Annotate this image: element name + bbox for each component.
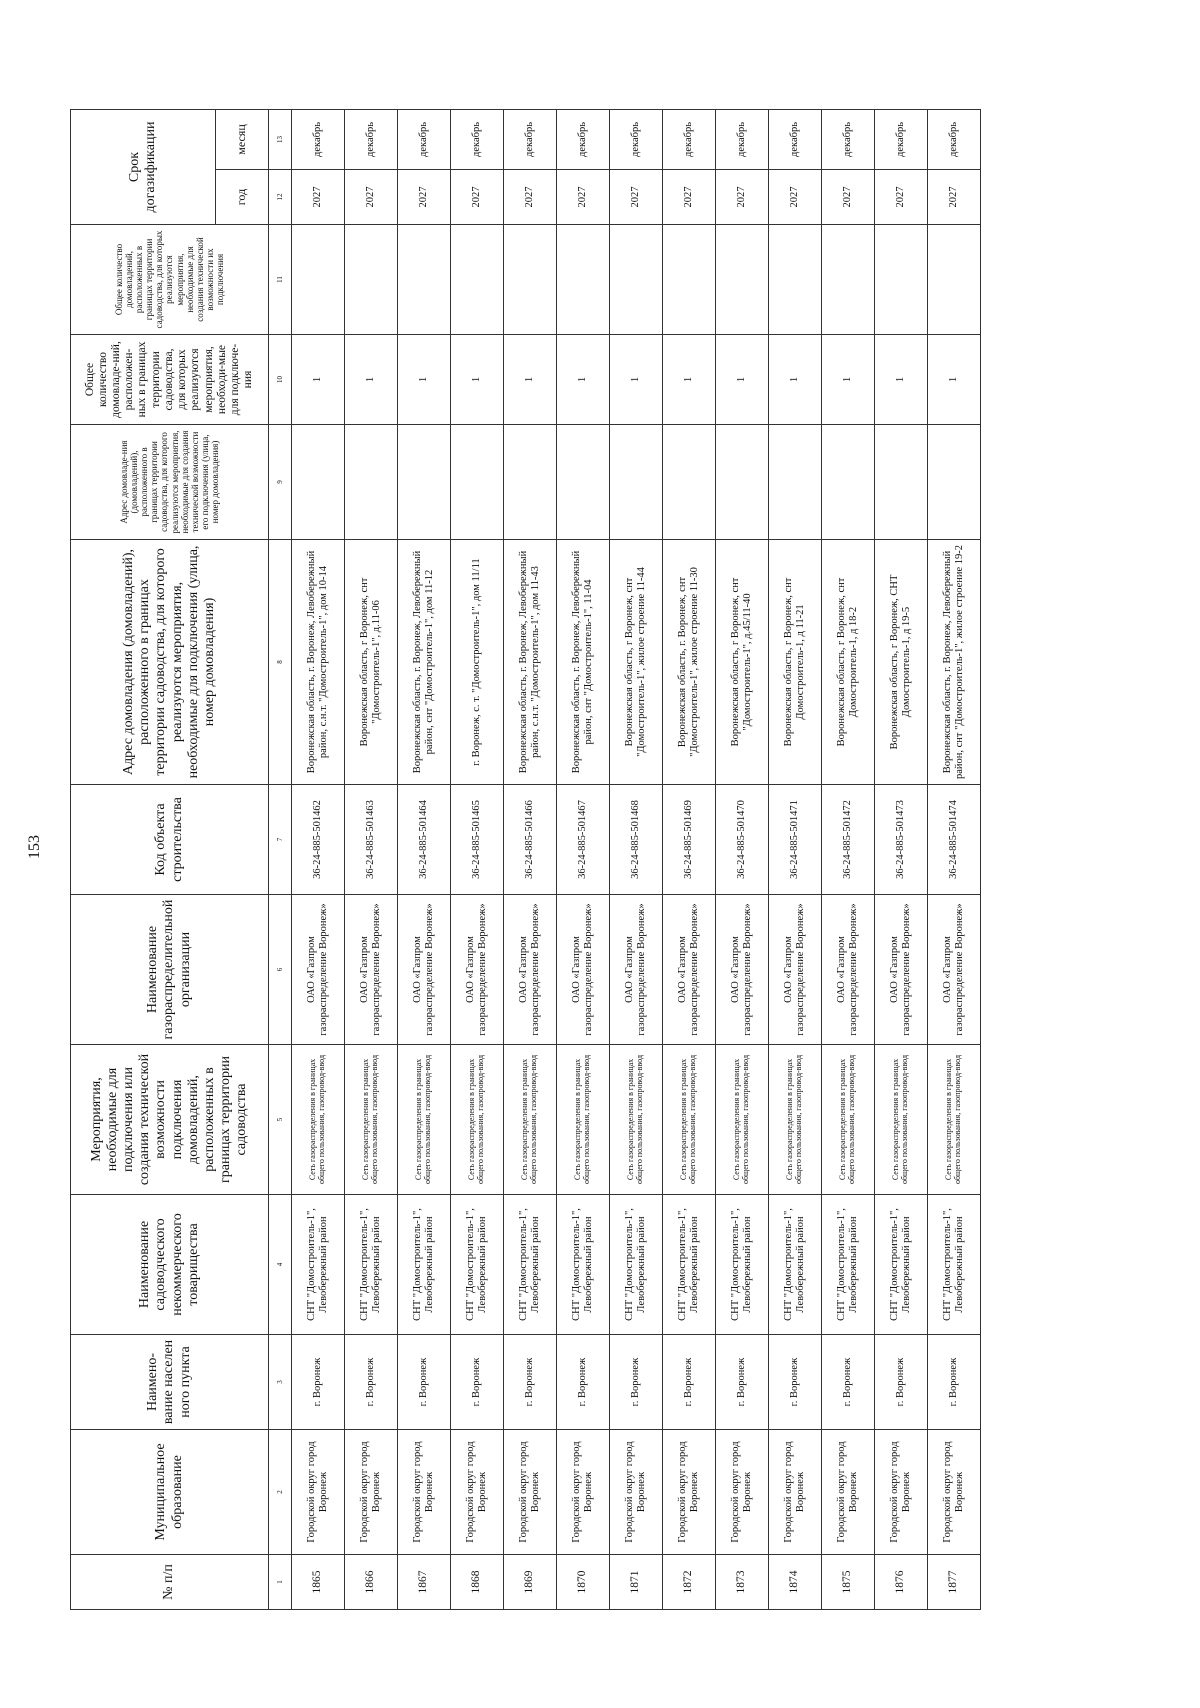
event-cell: Сеть газораспределения в границах общего пользования, газопровод-ввод <box>716 1045 769 1195</box>
gas-org-cell: ОАО «Газпром газораспределение Воронеж» <box>504 895 557 1045</box>
snt-cell: СНТ "Домостроитель-1", Левобережный район <box>451 1195 504 1335</box>
address-tech-cell <box>345 425 398 540</box>
count-cell: 1 <box>451 335 504 425</box>
snt-cell: СНТ "Домостроитель-1", Левобережный район <box>716 1195 769 1335</box>
year-cell: 2027 <box>398 170 451 225</box>
header-row <box>71 110 216 1610</box>
event-cell: Сеть газораспределения в границах общего пользования, газопровод-ввод <box>822 1045 875 1195</box>
count-cell: 1 <box>504 335 557 425</box>
row-number: 1867 <box>398 1555 451 1610</box>
address-tech-cell <box>398 425 451 540</box>
col-number: 12 <box>269 170 292 225</box>
count-cell: 1 <box>610 335 663 425</box>
municipality-cell: Городской округ город Воронеж <box>557 1430 610 1555</box>
year-cell: 2027 <box>292 170 345 225</box>
address-tech-cell <box>451 425 504 540</box>
settlement-cell: г. Воронеж <box>822 1335 875 1430</box>
gas-org-cell: ОАО «Газпром газораспределение Воронеж» <box>610 895 663 1045</box>
snt-cell: СНТ "Домостроитель-1", Левобережный район <box>663 1195 716 1335</box>
row-number: 1874 <box>769 1555 822 1610</box>
header-count: Общее количество домовладе-ний, расположен-ных в границах территории садоводства, для которых реализуются мероприятия, необходи-мые для подключе-ния <box>71 335 269 425</box>
count-cell: 1 <box>875 335 928 425</box>
gas-org-cell: ОАО «Газпром газораспределение Воронеж» <box>716 895 769 1045</box>
table-row <box>398 110 451 1610</box>
month-cell: декабрь <box>292 110 345 170</box>
count-cell: 1 <box>822 335 875 425</box>
count-cell: 1 <box>398 335 451 425</box>
event-cell: Сеть газораспределения в границах общего пользования, газопровод-ввод <box>875 1045 928 1195</box>
object-code-cell: 36-24-885-501467 <box>557 785 610 895</box>
count-tech-cell <box>663 225 716 335</box>
municipality-cell: Городской округ город Воронеж <box>610 1430 663 1555</box>
settlement-cell: г. Воронеж <box>610 1335 663 1430</box>
event-cell: Сеть газораспределения в границах общего пользования, газопровод-ввод <box>928 1045 981 1195</box>
count-cell: 1 <box>345 335 398 425</box>
settlement-cell: г. Воронеж <box>928 1335 981 1430</box>
gasification-table <box>70 109 981 1610</box>
header-municipality: Муниципальное образование <box>71 1430 269 1555</box>
address-cell: Воронежская область, г. Воронеж, Левобережный район, снт "Домостроитель-1", жилое строение 19-2 <box>928 540 981 785</box>
count-tech-cell <box>875 225 928 335</box>
col-number: 1 <box>269 1555 292 1610</box>
snt-cell: СНТ "Домостроитель-1", Левобережный район <box>928 1195 981 1335</box>
header-events: Мероприятия, необходимые для подключения или создания технической возможности подключения домовладений, расположенных в границах территории садоводства <box>71 1045 269 1195</box>
col-number: 8 <box>269 540 292 785</box>
municipality-cell: Городской округ город Воронеж <box>769 1430 822 1555</box>
settlement-cell: г. Воронеж <box>292 1335 345 1430</box>
month-cell: декабрь <box>822 110 875 170</box>
object-code-cell: 36-24-885-501463 <box>345 785 398 895</box>
snt-cell: СНТ "Домостроитель-1", Левобережный район <box>504 1195 557 1335</box>
year-cell: 2027 <box>875 170 928 225</box>
snt-cell: СНТ "Домостроитель-1", Левобережный район <box>610 1195 663 1335</box>
gas-org-cell: ОАО «Газпром газораспределение Воронеж» <box>769 895 822 1045</box>
row-number: 1876 <box>875 1555 928 1610</box>
table-row <box>928 110 981 1610</box>
table-row <box>875 110 928 1610</box>
month-cell: декабрь <box>663 110 716 170</box>
year-cell: 2027 <box>769 170 822 225</box>
header-address: Адрес домовладения (домовладений), расположенного в границах территории садоводства, для которого реализуются мероприятия, необходимые для подключения (улица, номер домовладения) <box>71 540 269 785</box>
gas-org-cell: ОАО «Газпром газораспределение Воронеж» <box>928 895 981 1045</box>
address-cell: Воронежская область, г Воронеж, снт Домостроитель-1, д 18-2 <box>822 540 875 785</box>
col-number: 3 <box>269 1335 292 1430</box>
gas-org-cell: ОАО «Газпром газораспределение Воронеж» <box>398 895 451 1045</box>
address-tech-cell <box>610 425 663 540</box>
address-tech-cell <box>292 425 345 540</box>
year-cell: 2027 <box>557 170 610 225</box>
object-code-cell: 36-24-885-501464 <box>398 785 451 895</box>
event-cell: Сеть газораспределения в границах общего пользования, газопровод-ввод <box>504 1045 557 1195</box>
gas-org-cell: ОАО «Газпром газораспределение Воронеж» <box>822 895 875 1045</box>
month-cell: декабрь <box>345 110 398 170</box>
address-cell: Воронежская область, г. Воронеж, Левобережный район, снт "Домостроитель-1", 11-04 <box>557 540 610 785</box>
row-number: 1865 <box>292 1555 345 1610</box>
address-cell: Воронежская область, г Воронеж, снт "Домостроитель-1", д.11-06 <box>345 540 398 785</box>
settlement-cell: г. Воронеж <box>345 1335 398 1430</box>
year-cell: 2027 <box>928 170 981 225</box>
table-row <box>716 110 769 1610</box>
month-cell: декабрь <box>451 110 504 170</box>
gas-org-cell: ОАО «Газпром газораспределение Воронеж» <box>451 895 504 1045</box>
address-cell: Воронежская область, г. Воронеж, снт "Домостроитель-1", жилое строение 11-30 <box>663 540 716 785</box>
row-number: 1869 <box>504 1555 557 1610</box>
address-tech-cell <box>875 425 928 540</box>
settlement-cell: г. Воронеж <box>663 1335 716 1430</box>
year-cell: 2027 <box>451 170 504 225</box>
page-number: 153 <box>26 835 43 859</box>
count-cell: 1 <box>663 335 716 425</box>
header-deadline: Срок догазификации <box>71 110 216 225</box>
snt-cell: СНТ "Домостроитель-1", Левобережный район <box>822 1195 875 1335</box>
col-number: 2 <box>269 1430 292 1555</box>
col-number: 5 <box>269 1045 292 1195</box>
header-month: месяц <box>216 110 269 170</box>
count-tech-cell <box>398 225 451 335</box>
table-row <box>345 110 398 1610</box>
municipality-cell: Городской округ город Воронеж <box>875 1430 928 1555</box>
header-object-code: Код объекта строительства <box>71 785 269 895</box>
header-snt: Наименование садоводческого некоммерческого товарищества <box>71 1195 269 1335</box>
address-cell: Воронежская область, г Воронеж, снт "Домостроитель-1", жилое строение 11-44 <box>610 540 663 785</box>
count-cell: 1 <box>292 335 345 425</box>
year-cell: 2027 <box>345 170 398 225</box>
count-tech-cell <box>716 225 769 335</box>
count-cell: 1 <box>928 335 981 425</box>
col-number: 6 <box>269 895 292 1045</box>
col-number: 10 <box>269 335 292 425</box>
count-tech-cell <box>345 225 398 335</box>
address-tech-cell <box>769 425 822 540</box>
header-num: № п/п <box>71 1555 269 1610</box>
year-cell: 2027 <box>663 170 716 225</box>
event-cell: Сеть газораспределения в границах общего пользования, газопровод-ввод <box>663 1045 716 1195</box>
row-number: 1877 <box>928 1555 981 1610</box>
count-tech-cell <box>451 225 504 335</box>
table-row <box>292 110 345 1610</box>
count-tech-cell <box>557 225 610 335</box>
event-cell: Сеть газораспределения в границах общего пользования, газопровод-ввод <box>345 1045 398 1195</box>
header-year: год <box>216 170 269 225</box>
col-number: 4 <box>269 1195 292 1335</box>
col-number: 13 <box>269 110 292 170</box>
settlement-cell: г. Воронеж <box>451 1335 504 1430</box>
address-cell: Воронежская область, г. Воронеж, Левобережный район, с.н.т. "Домостроитель-1", дом 10-14 <box>292 540 345 785</box>
event-cell: Сеть газораспределения в границах общего пользования, газопровод-ввод <box>398 1045 451 1195</box>
address-tech-cell <box>557 425 610 540</box>
address-tech-cell <box>822 425 875 540</box>
gas-org-cell: ОАО «Газпром газораспределение Воронеж» <box>345 895 398 1045</box>
col-number: 11 <box>269 225 292 335</box>
header-gas-org: Наименование газораспределительной организации <box>71 895 269 1045</box>
address-tech-cell <box>663 425 716 540</box>
address-cell: Воронежская область, г Воронеж, снт "Домостроитель-1", д.45/11-40 <box>716 540 769 785</box>
row-number: 1870 <box>557 1555 610 1610</box>
object-code-cell: 36-24-885-501473 <box>875 785 928 895</box>
gas-org-cell: ОАО «Газпром газораспределение Воронеж» <box>875 895 928 1045</box>
count-tech-cell <box>610 225 663 335</box>
snt-cell: СНТ "Домостроитель-1", Левобережный район <box>345 1195 398 1335</box>
count-cell: 1 <box>769 335 822 425</box>
table-row <box>822 110 875 1610</box>
year-cell: 2027 <box>504 170 557 225</box>
municipality-cell: Городской округ город Воронеж <box>822 1430 875 1555</box>
snt-cell: СНТ "Домостроитель-1", Левобережный район <box>398 1195 451 1335</box>
address-cell: Воронежская область, г Воронеж, снт Домостроитель-1, д 11-21 <box>769 540 822 785</box>
address-cell: Воронежская область, г. Воронеж, Левобережный район, снт "Домостроитель-1", дом 11-12 <box>398 540 451 785</box>
month-cell: декабрь <box>928 110 981 170</box>
count-cell: 1 <box>716 335 769 425</box>
object-code-cell: 36-24-885-501470 <box>716 785 769 895</box>
gas-org-cell: ОАО «Газпром газораспределение Воронеж» <box>292 895 345 1045</box>
table-row <box>557 110 610 1610</box>
header-numbers-row <box>269 110 292 1610</box>
object-code-cell: 36-24-885-501472 <box>822 785 875 895</box>
year-cell: 2027 <box>610 170 663 225</box>
table-row <box>663 110 716 1610</box>
snt-cell: СНТ "Домостроитель-1", Левобережный район <box>875 1195 928 1335</box>
month-cell: декабрь <box>875 110 928 170</box>
event-cell: Сеть газораспределения в границах общего пользования, газопровод-ввод <box>451 1045 504 1195</box>
count-tech-cell <box>822 225 875 335</box>
gas-org-cell: ОАО «Газпром газораспределение Воронеж» <box>663 895 716 1045</box>
row-number: 1872 <box>663 1555 716 1610</box>
address-tech-cell <box>504 425 557 540</box>
count-tech-cell <box>928 225 981 335</box>
year-cell: 2027 <box>822 170 875 225</box>
object-code-cell: 36-24-885-501468 <box>610 785 663 895</box>
col-number: 9 <box>269 425 292 540</box>
settlement-cell: г. Воронеж <box>504 1335 557 1430</box>
address-cell: Воронежская область, г. Воронеж, Левобережный район, с.н.т. "Домостроитель-1", дом 11-43 <box>504 540 557 785</box>
address-tech-cell <box>716 425 769 540</box>
municipality-cell: Городской округ город Воронеж <box>292 1430 345 1555</box>
month-cell: декабрь <box>610 110 663 170</box>
count-tech-cell <box>292 225 345 335</box>
municipality-cell: Городской округ город Воронеж <box>451 1430 504 1555</box>
snt-cell: СНТ "Домостроитель-1", Левобережный район <box>557 1195 610 1335</box>
col-number: 7 <box>269 785 292 895</box>
object-code-cell: 36-24-885-501466 <box>504 785 557 895</box>
gas-org-cell: ОАО «Газпром газораспределение Воронеж» <box>557 895 610 1045</box>
row-number: 1868 <box>451 1555 504 1610</box>
row-number: 1871 <box>610 1555 663 1610</box>
settlement-cell: г. Воронеж <box>875 1335 928 1430</box>
settlement-cell: г. Воронеж <box>398 1335 451 1430</box>
municipality-cell: Городской округ город Воронеж <box>504 1430 557 1555</box>
event-cell: Сеть газораспределения в границах общего пользования, газопровод-ввод <box>769 1045 822 1195</box>
month-cell: декабрь <box>557 110 610 170</box>
event-cell: Сеть газораспределения в границах общего пользования, газопровод-ввод <box>292 1045 345 1195</box>
year-cell: 2027 <box>716 170 769 225</box>
month-cell: декабрь <box>504 110 557 170</box>
header-settlement: Наимено-вание населен ного пункта <box>71 1335 269 1430</box>
municipality-cell: Городской округ город Воронеж <box>928 1430 981 1555</box>
count-tech-cell <box>769 225 822 335</box>
month-cell: декабрь <box>398 110 451 170</box>
snt-cell: СНТ "Домостроитель-1", Левобережный район <box>292 1195 345 1335</box>
rotated-table-container <box>70 110 1195 1610</box>
snt-cell: СНТ "Домостроитель-1", Левобережный район <box>769 1195 822 1335</box>
event-cell: Сеть газораспределения в границах общего пользования, газопровод-ввод <box>557 1045 610 1195</box>
settlement-cell: г. Воронеж <box>769 1335 822 1430</box>
table-body <box>292 110 981 1610</box>
object-code-cell: 36-24-885-501462 <box>292 785 345 895</box>
municipality-cell: Городской округ город Воронеж <box>663 1430 716 1555</box>
month-cell: декабрь <box>716 110 769 170</box>
settlement-cell: г. Воронеж <box>557 1335 610 1430</box>
row-number: 1873 <box>716 1555 769 1610</box>
table-row <box>504 110 557 1610</box>
event-cell: Сеть газораспределения в границах общего пользования, газопровод-ввод <box>610 1045 663 1195</box>
count-cell: 1 <box>557 335 610 425</box>
address-tech-cell <box>928 425 981 540</box>
object-code-cell: 36-24-885-501471 <box>769 785 822 895</box>
object-code-cell: 36-24-885-501474 <box>928 785 981 895</box>
header-count-tech: Общее количество домовладений, расположенных в границах территории садоводства, для которых реализуются мероприятия, необходимые для создания технической возможности их подключения <box>71 225 269 335</box>
municipality-cell: Городской округ город Воронеж <box>345 1430 398 1555</box>
header-address-tech: Адрес домовладе-ния (домовладений), расположенного в границах территории садоводства, для которого реализуются мероприятия, необходимые для создания технической возможности его подключения (улица, номер домовладения) <box>71 425 269 540</box>
month-cell: декабрь <box>769 110 822 170</box>
municipality-cell: Городской округ город Воронеж <box>398 1430 451 1555</box>
settlement-cell: г. Воронеж <box>716 1335 769 1430</box>
object-code-cell: 36-24-885-501465 <box>451 785 504 895</box>
row-number: 1875 <box>822 1555 875 1610</box>
table-row <box>451 110 504 1610</box>
object-code-cell: 36-24-885-501469 <box>663 785 716 895</box>
count-tech-cell <box>504 225 557 335</box>
address-cell: Воронежская область, г Воронеж, СНТ Домостроитель-1, д 19-5 <box>875 540 928 785</box>
table-row <box>610 110 663 1610</box>
row-number: 1866 <box>345 1555 398 1610</box>
address-cell: г. Воронеж, с. т. "Домостроитель-1", дом 11/11 <box>451 540 504 785</box>
table-row <box>769 110 822 1610</box>
municipality-cell: Городской округ город Воронеж <box>716 1430 769 1555</box>
